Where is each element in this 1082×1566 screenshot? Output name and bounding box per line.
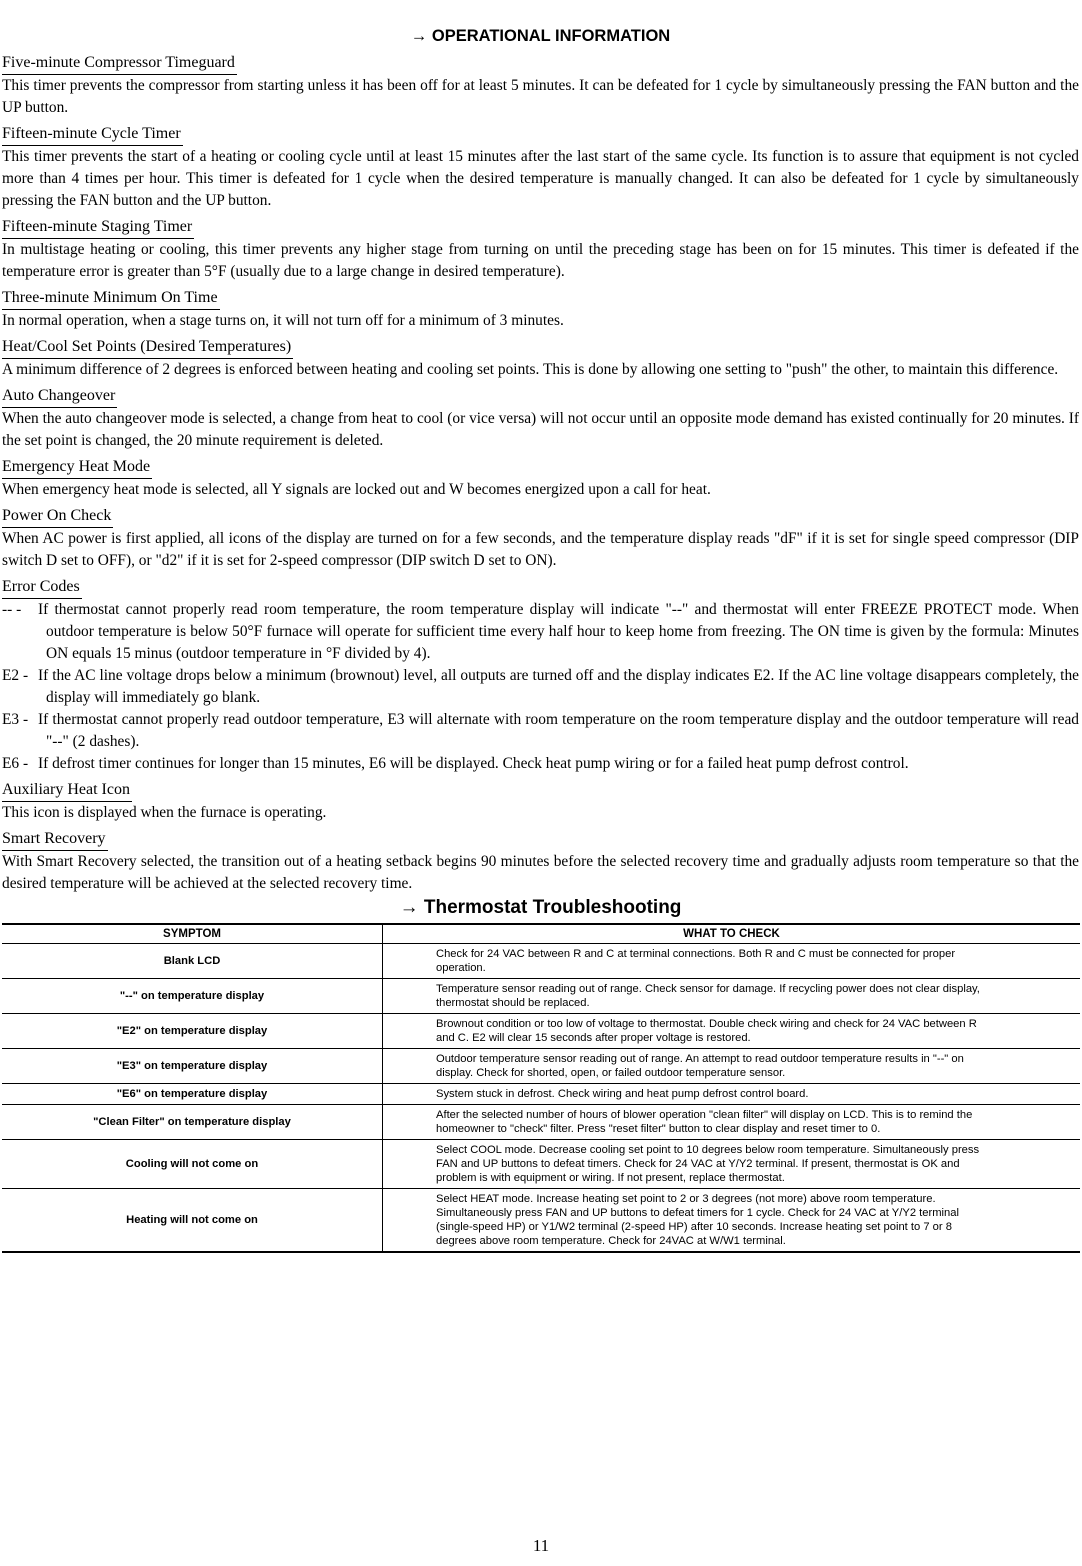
section-heading: Three-minute Minimum On Time [2,287,220,310]
symptom-cell: "Clean Filter" on temperature display [2,1105,383,1140]
section-body: In normal operation, when a stage turns on, it will not turn off for a minimum of 3 minutes. [2,312,564,329]
check-cell: Select COOL mode. Decrease cooling set point to 10 degrees below room temperature. Simultaneously press FAN and UP buttons to defeat timers. Check for 24 VAC at Y/Y2 terminal. If present, thermostat is OK and problem is with equipment or wiring. If not present, replace thermostat. [383,1140,1081,1189]
what-to-check-header: WHAT TO CHECK [383,924,1081,944]
troubleshooting-title [2,897,1079,919]
section-heading: Emergency Heat Mode [2,456,152,479]
page-number: 11 [532,1536,550,1555]
table-row [2,1105,1080,1140]
check-cell: Brownout condition or too low of voltage to thermostat. Double check wiring and check for 24 VAC between R and C. E2 will clear 15 seconds after proper voltage is restored. [383,1014,1081,1049]
error-code: E3 - [2,711,29,728]
page-title: → OPERATIONAL INFORMATION [410,27,671,45]
section-body: When the auto changeover mode is selected, a change from heat to cool (or vice versa) will not occur until an opposite mode demand has existed continually for 20 minutes. If the set point is changed, the 20 minute requirement is deleted. [2,410,1079,449]
check-cell: System stuck in defrost. Check wiring and heat pump defrost control board. [383,1084,1081,1105]
info-section [2,216,1079,283]
section-heading: Fifteen-minute Cycle Timer [2,123,183,146]
section-heading: Power On Check [2,505,113,528]
error-code-item [2,665,1079,709]
table-body [2,944,1080,1253]
symptom-cell: Blank LCD [2,944,383,979]
info-section [2,779,1079,824]
symptom-cell: "E6" on temperature display [2,1084,383,1105]
table-row [2,1014,1080,1049]
check-cell: After the selected number of hours of blower operation "clean filter" will display on LCD. This is to remind the homeowner to "check" filter. Press "reset filter" button to clear display and reset timer to 0. [383,1105,1081,1140]
section-body: A minimum difference of 2 degrees is enforced between heating and cooling set points. This is done by allowing one setting to "push" the other, to maintain this difference. [2,361,1059,378]
error-code: E2 - [2,667,29,684]
table-row [2,944,1080,979]
check-cell: Outdoor temperature sensor reading out of range. An attempt to read outdoor temperature results in "--" on display. Check for shorted, open, or failed outdoor temperature sensor. [383,1049,1081,1084]
symptom-cell: "E2" on temperature display [2,1014,383,1049]
sections-after-list [2,779,1079,895]
error-codes-list [2,599,1079,775]
info-section [2,456,1079,501]
section-heading: Five-minute Compressor Timeguard [2,52,237,75]
error-code-item [2,753,1079,775]
section-heading: Auxiliary Heat Icon [2,779,132,802]
check-cell: Select HEAT mode. Increase heating set point to 2 or 3 degrees (not more) above room temperature. Simultaneously press FAN and UP buttons to defeat timers for 1 cycle. Check for 24 VAC at Y/Y2 terminal (single-speed HP) or Y1/W2 terminal (2-speed HP) after 10 seconds. Increase heating set point to 7 or 8 degrees above room temperature. Check for 24VAC at W/W1 terminal. [383,1189,1081,1253]
table-row [2,1189,1080,1253]
sections-list [2,52,1079,572]
troubleshooting-title-text: Thermostat Troubleshooting [423,897,682,918]
check-cell: Temperature sensor reading out of range. Check sensor for damage. If recycling power does not clear display, thermostat should be replaced. [383,979,1081,1014]
info-section [2,287,1079,332]
info-section [2,52,1079,119]
error-code: E6 - [2,755,29,772]
arrow-icon: → [399,897,419,918]
error-code-description: If thermostat cannot properly read room temperature, the room temperature display will indicate "--" and thermostat will enter FREEZE PROTECT mode. When outdoor temperature is below 50°F furnace will operate for sufficient time every half hour to keep home from freezing. The ON time is given by the formula: Minutes ON equals 15 minus (outdoor temperature in °F divided by 4). [38,601,1079,662]
section-body: This timer prevents the start of a heating or cooling cycle until at least 15 minutes after the last start of the same cycle. Its function is to assure that equipment is not cycled more than 4 times per hour. This timer is defeated for 1 cycle when the desired temperature is manually changed. It can also be defeated for 1 cycle by simultaneously pressing the FAN button and the UP button. [2,148,1079,209]
symptom-cell: "--" on temperature display [2,979,383,1014]
section-heading: Smart Recovery [2,828,108,851]
error-code-description: If thermostat cannot properly read outdoor temperature, E3 will alternate with room temperature on the room temperature display and the outdoor temperature will read "--" (2 dashes). [38,711,1079,750]
symptom-cell: "E3" on temperature display [2,1049,383,1084]
section-body: When emergency heat mode is selected, all Y signals are locked out and W becomes energized upon a call for heat. [2,481,711,498]
section-body: When AC power is first applied, all icons of the display are turned on for a few seconds, and the temperature display reads "dF" if it is set for single speed compressor (DIP switch D set to OFF), or "d2" if it is set for 2-speed compressor (DIP switch D set to ON). [2,530,1079,569]
error-code-description: If the AC line voltage drops below a minimum (brownout) level, all outputs are turned off and the display indicates E2. If the AC line voltage disappears completely, the display will immediately go blank. [38,667,1079,706]
error-codes-section [2,576,1079,775]
troubleshooting-table [2,923,1080,1253]
section-body: In multistage heating or cooling, this timer prevents any higher stage from turning on until the preceding stage has been on for 15 minutes. This timer is defeated if the temperature error is greater than 5°F (usually due to a large change in desired temperature). [2,241,1079,280]
table-header-row [2,924,1080,944]
error-code-item [2,599,1079,665]
symptom-cell: Heating will not come on [2,1189,383,1253]
error-code: -- - [2,601,22,618]
symptom-header: SYMPTOM [2,924,383,944]
section-body: This timer prevents the compressor from starting unless it has been off for at least 5 minutes. It can be defeated for 1 cycle by simultaneously pressing the FAN button and the UP button. [2,77,1079,116]
info-section [2,123,1079,212]
error-code-description: If defrost timer continues for longer than 15 minutes, E6 will be displayed. Check heat pump wiring or for a failed heat pump defrost control. [38,755,909,772]
table-row [2,1140,1080,1189]
section-body: This icon is displayed when the furnace is operating. [2,804,327,821]
section-heading: Error Codes [2,576,82,599]
section-heading: Fifteen-minute Staging Timer [2,216,194,239]
info-section [2,385,1079,452]
info-section [2,828,1079,895]
info-section [2,336,1079,381]
table-row [2,979,1080,1014]
section-body: With Smart Recovery selected, the transition out of a heating setback begins 90 minutes before the selected recovery time and gradually adjusts room temperature so that the desired temperature will be achieved at the selected recovery time. [2,853,1079,892]
symptom-cell: Cooling will not come on [2,1140,383,1189]
info-section [2,505,1079,572]
table-row [2,1084,1080,1105]
error-code-item [2,709,1079,753]
section-heading: Heat/Cool Set Points (Desired Temperatures) [2,336,293,359]
check-cell: Check for 24 VAC between R and C at terminal connections. Both R and C must be connected for proper operation. [383,944,1081,979]
section-heading: Auto Changeover [2,385,117,408]
table-row [2,1049,1080,1084]
